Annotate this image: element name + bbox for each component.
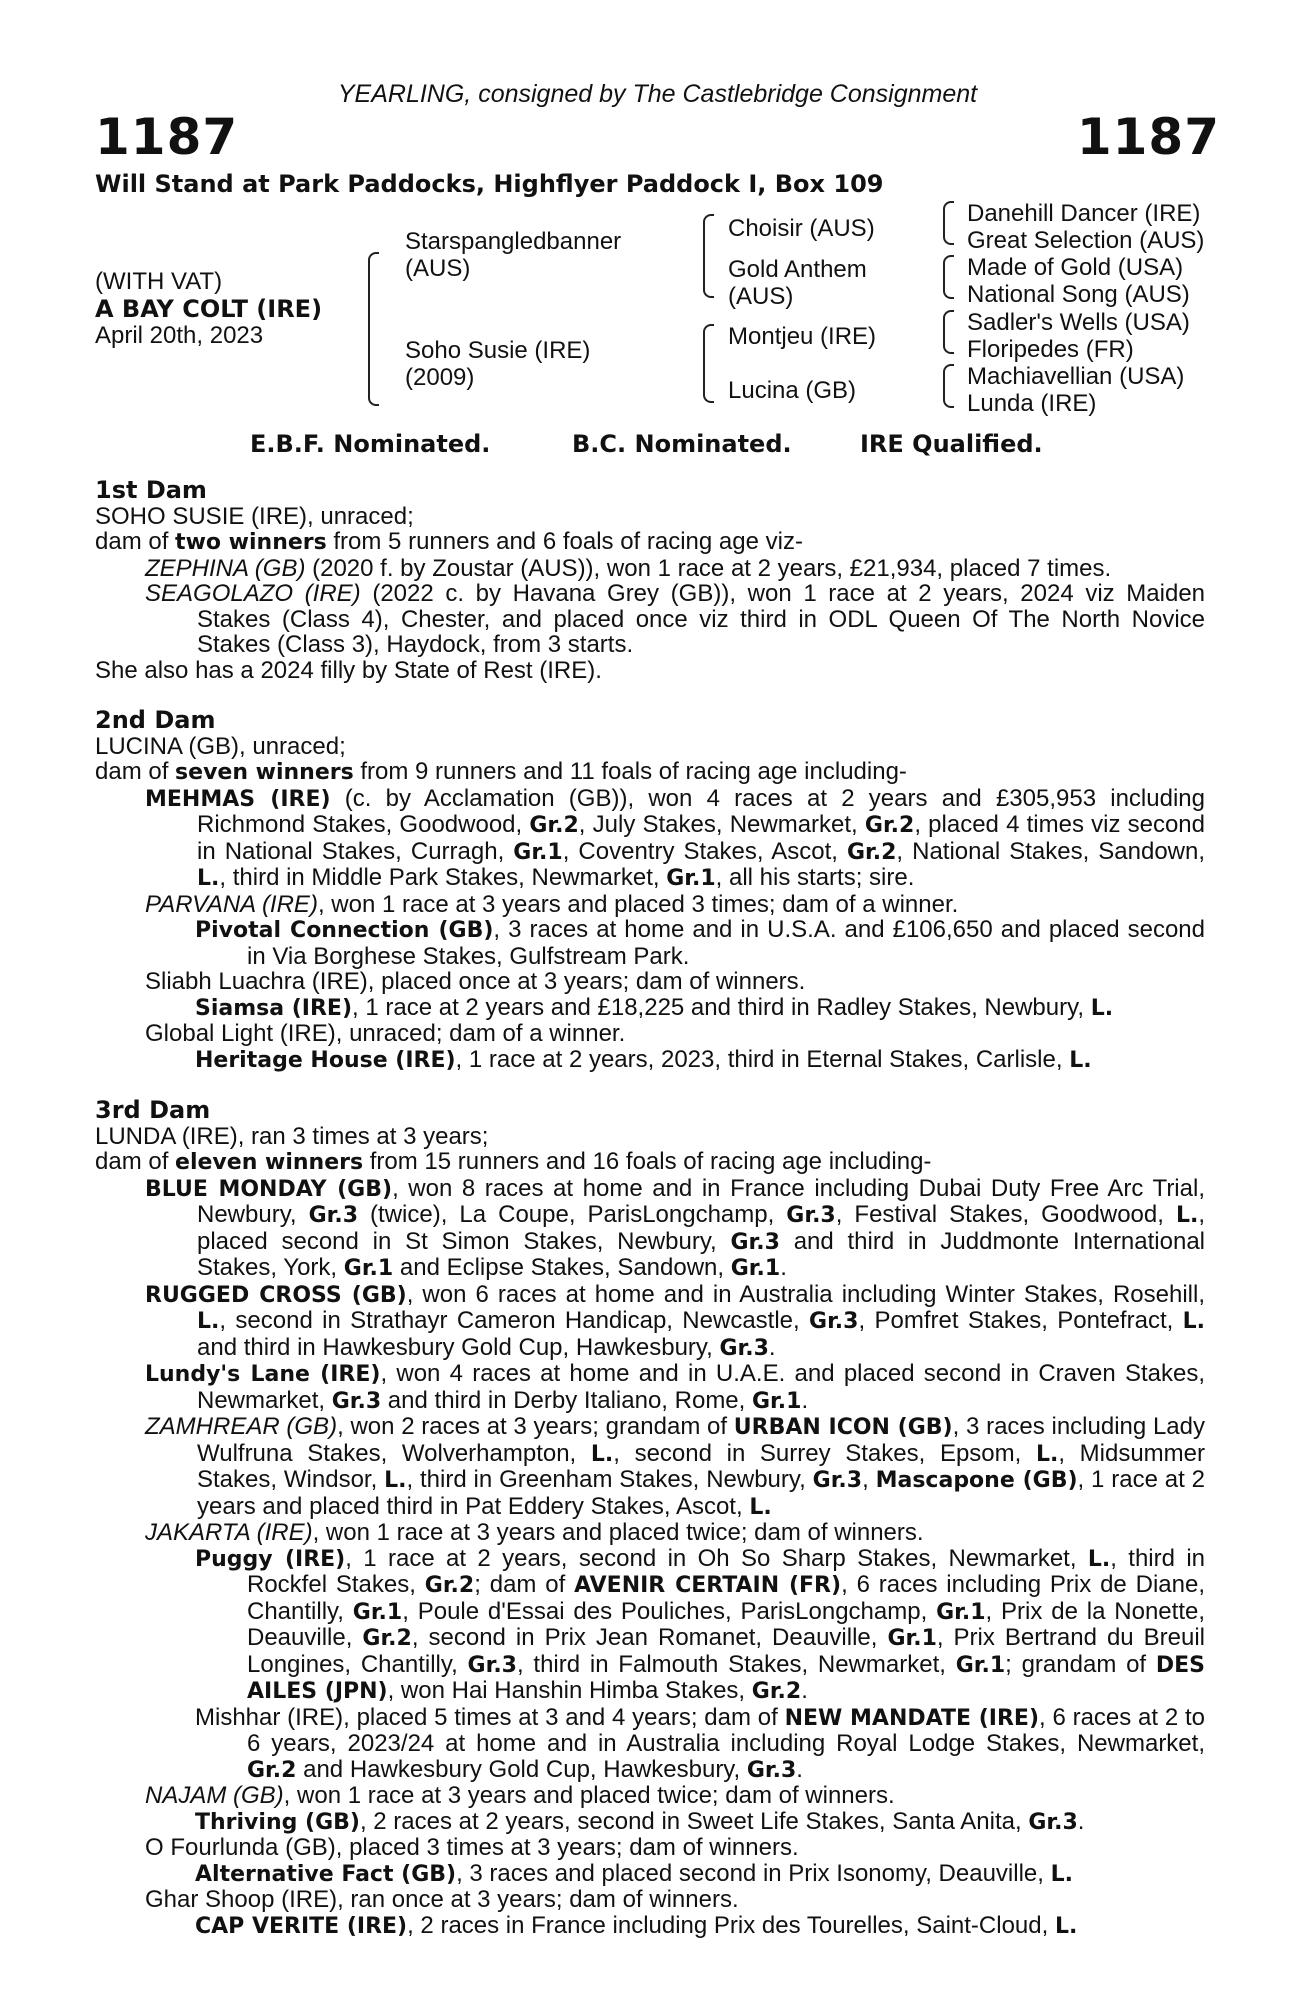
granddam-paternal: Gold Anthem (AUS) — [728, 256, 867, 310]
produce-entry: Global Light (IRE), unraced; dam of a winner. — [145, 1020, 626, 1047]
gen3-dds: Machiavellian (USA) — [967, 363, 1185, 390]
first-dam-heading: 1st Dam — [95, 476, 207, 504]
produce-entry: Heritage House (IRE), 1 race at 2 years, 2023, third in Eternal Stakes, Carlisle, L. — [195, 1045, 1092, 1073]
produce-entry: Puggy (IRE), 1 race at 2 years, second in Oh So Sharp Stakes, Newmarket, L., third in Rockfel Stakes, Gr.2; dam of AVENIR CERTAIN (FR), 6 races including Prix de Diane, Chantilly, Gr.1, Poule d'Essai des Pouliches, ParisLongchamp, Gr.1, Prix de la Nonette, Deauville, Gr.2, second in Prix Jean Romanet, Deauville, Gr.1, Prix Bertrand du Breuil Longines, Chantilly, Gr.3, third in Falmouth Stakes, Newmarket, Gr.1; grandam of DES AILES (JPN), won Hai Hanshin Himba Stakes, Gr.2. — [195, 1544, 1206, 1704]
produce-entry: Thriving (GB), 2 races at 2 years, second in Sweet Life Stakes, Santa Anita, Gr.3. — [195, 1807, 1085, 1835]
gen3-dss: Sadler's Wells (USA) — [967, 309, 1190, 336]
third-dam-heading: 3rd Dam — [95, 1096, 211, 1124]
third-dam-summary: dam of eleven winners from 15 runners and 16 foals of racing age including- — [95, 1148, 932, 1175]
vat-label: (WITH VAT) — [95, 268, 223, 295]
produce-entry: SEAGOLAZO (IRE) (2022 c. by Havana Grey (GB)), won 1 race at 2 years, 2024 viz Maiden Stakes (Class 4), Chester, and placed once viz third in ODL Queen Of The North Novice Stakes (Class 3), Haydock, from 3 starts. — [145, 580, 1206, 658]
produce-entry: Alternative Fact (GB), 3 races and placed second in Prix Isonomy, Deauville, L. — [195, 1859, 1073, 1887]
horse-dob: April 20th, 2023 — [95, 322, 264, 349]
grandsire-paternal: Choisir (AUS) — [728, 215, 875, 242]
granddam-maternal: Lucina (GB) — [728, 377, 857, 404]
bracket-sd — [943, 255, 954, 299]
gen3-sss: Danehill Dancer (IRE) — [967, 200, 1201, 227]
produce-entry: ZEPHINA (GB) (2020 f. by Zoustar (AUS)), won 1 race at 2 years, £21,934, placed 7 times. — [145, 554, 1112, 582]
second-dam-line: LUCINA (GB), unraced; — [95, 732, 346, 760]
third-dam-line: LUNDA (IRE), ran 3 times at 3 years; — [95, 1122, 489, 1150]
bracket-dd — [943, 364, 954, 408]
gen3-sds: Made of Gold (USA) — [967, 254, 1184, 281]
produce-entry: Ghar Shoop (IRE), ran once at 3 years; dam of winners. — [145, 1886, 739, 1913]
bracket-ds — [943, 310, 954, 354]
bracket-dam — [703, 324, 714, 403]
produce-entry: RUGGED CROSS (GB), won 6 races at home and in Australia including Winter Stakes, Rosehill, L., second in Strathayr Cameron Handicap, Newcastle, Gr.3, Pomfret Stakes, Pontefract, L. and third in Hawkesbury Gold Cup, Hawkesbury, Gr.3. — [145, 1280, 1206, 1361]
lot-number-right: 1187 — [1076, 108, 1220, 166]
produce-entry: Pivotal Connection (GB), 3 races at home and in U.S.A. and £106,650 and placed second in Via Borghese Stakes, Gulfstream Park. — [195, 916, 1205, 970]
second-dam-summary: dam of seven winners from 9 runners and 11 foals of racing age including- — [95, 758, 907, 785]
second-dam-heading: 2nd Dam — [95, 706, 216, 734]
catalogue-body — [95, 478, 1205, 1939]
catalogue-subtitle: YEARLING, consigned by The Castlebridge Consignment — [337, 80, 978, 108]
produce-entry: MEHMAS (IRE) (c. by Acclamation (GB)), won 4 races at 2 years and £305,953 including Richmond Stakes, Goodwood, Gr.2, July Stakes, Newmarket, Gr.2, placed 4 times viz second in National Stakes, Curragh, Gr.1, Coventry Stakes, Ascot, Gr.2, National Stakes, Sandown, L., third in Middle Park Stakes, Newmarket, Gr.1, all his starts; sire. — [145, 784, 1206, 891]
ebf-nomination: E.B.F. Nominated. — [250, 430, 491, 458]
first-dam-summary: dam of two winners from 5 runners and 6 foals of racing age viz- — [95, 528, 803, 555]
bracket-main — [368, 252, 379, 406]
produce-entry: PARVANA (IRE), won 1 race at 3 years and placed 3 times; dam of a winner. — [145, 890, 959, 918]
produce-entry: Siamsa (IRE), 1 race at 2 years and £18,225 and third in Radley Stakes, Newbury, L. — [195, 993, 1114, 1021]
gen3-ssd: Great Selection (AUS) — [967, 227, 1205, 254]
produce-entry: O Fourlunda (GB), placed 3 times at 3 years; dam of winners. — [145, 1834, 799, 1861]
first-dam-line: SOHO SUSIE (IRE), unraced; — [95, 502, 414, 530]
produce-entry: Lundy's Lane (IRE), won 4 races at home and in U.A.E. and placed second in Craven Stakes, Newmarket, Gr.3 and third in Derby Italiano, Rome, Gr.1. — [145, 1360, 1205, 1414]
produce-entry: CAP VERITE (IRE), 2 races in France including Prix des Tourelles, Saint-Cloud, L. — [195, 1911, 1078, 1939]
produce-entry: JAKARTA (IRE), won 1 race at 3 years and placed twice; dam of winners. — [145, 1519, 924, 1546]
produce-entry: ZAMHREAR (GB), won 2 races at 3 years; grandam of URBAN ICON (GB), 3 races including Lady Wulfruna Stakes, Wolverhampton, L., second in Surrey Stakes, Epsom, L., Midsummer Stakes, Windsor, L., third in Greenham Stakes, Newbury, Gr.3, Mascapone (GB), 1 race at 2 years and placed third in Pat Eddery Stakes, Ascot, L. — [145, 1413, 1205, 1520]
produce-entry: Mishhar (IRE), placed 5 times at 3 and 4 years; dam of NEW MANDATE (IRE), 6 races at 2 to 6 years, 2023/24 at home and in Australia including Royal Lodge Stakes, Newmarket, Gr.2 and Hawkesbury Gold Cup, Hawkesbury, Gr.3. — [195, 1703, 1205, 1783]
gen3-ddd: Lunda (IRE) — [967, 390, 1097, 417]
grandsire-maternal: Montjeu (IRE) — [728, 323, 877, 350]
stand-location: Will Stand at Park Paddocks, Highflyer Paddock I, Box 109 — [95, 170, 884, 198]
gen3-dsd: Floripedes (FR) — [967, 336, 1134, 363]
bracket-ss — [943, 201, 954, 245]
bracket-sire — [703, 214, 714, 298]
bc-nomination: B.C. Nominated. — [572, 430, 792, 458]
horse-name: A BAY COLT (IRE) — [95, 295, 323, 323]
ire-qualified: IRE Qualified. — [860, 430, 1043, 458]
gen3-sdd: National Song (AUS) — [967, 281, 1190, 308]
produce-entry: BLUE MONDAY (GB), won 8 races at home and in France including Dubai Duty Free Arc Trial, Newbury, Gr.3 (twice), La Coupe, ParisLongchamp, Gr.3, Festival Stakes, Goodwood, L., placed second in St Simon Stakes, Newbury, Gr.3 and third in Juddmonte International Stakes, York, Gr.1 and Eclipse Stakes, Sandown, Gr.1. — [145, 1174, 1205, 1281]
first-dam-note: She also has a 2024 filly by State of Rest (IRE). — [95, 656, 602, 684]
sire-name: Starspangledbanner (AUS) — [405, 228, 622, 282]
produce-entry: Sliabh Luachra (IRE), placed once at 3 years; dam of winners. — [145, 968, 806, 995]
dam-name: Soho Susie (IRE) (2009) — [405, 337, 591, 391]
lot-number-left: 1187 — [95, 108, 239, 166]
produce-entry: NAJAM (GB), won 1 race at 3 years and placed twice; dam of winners. — [145, 1782, 895, 1809]
